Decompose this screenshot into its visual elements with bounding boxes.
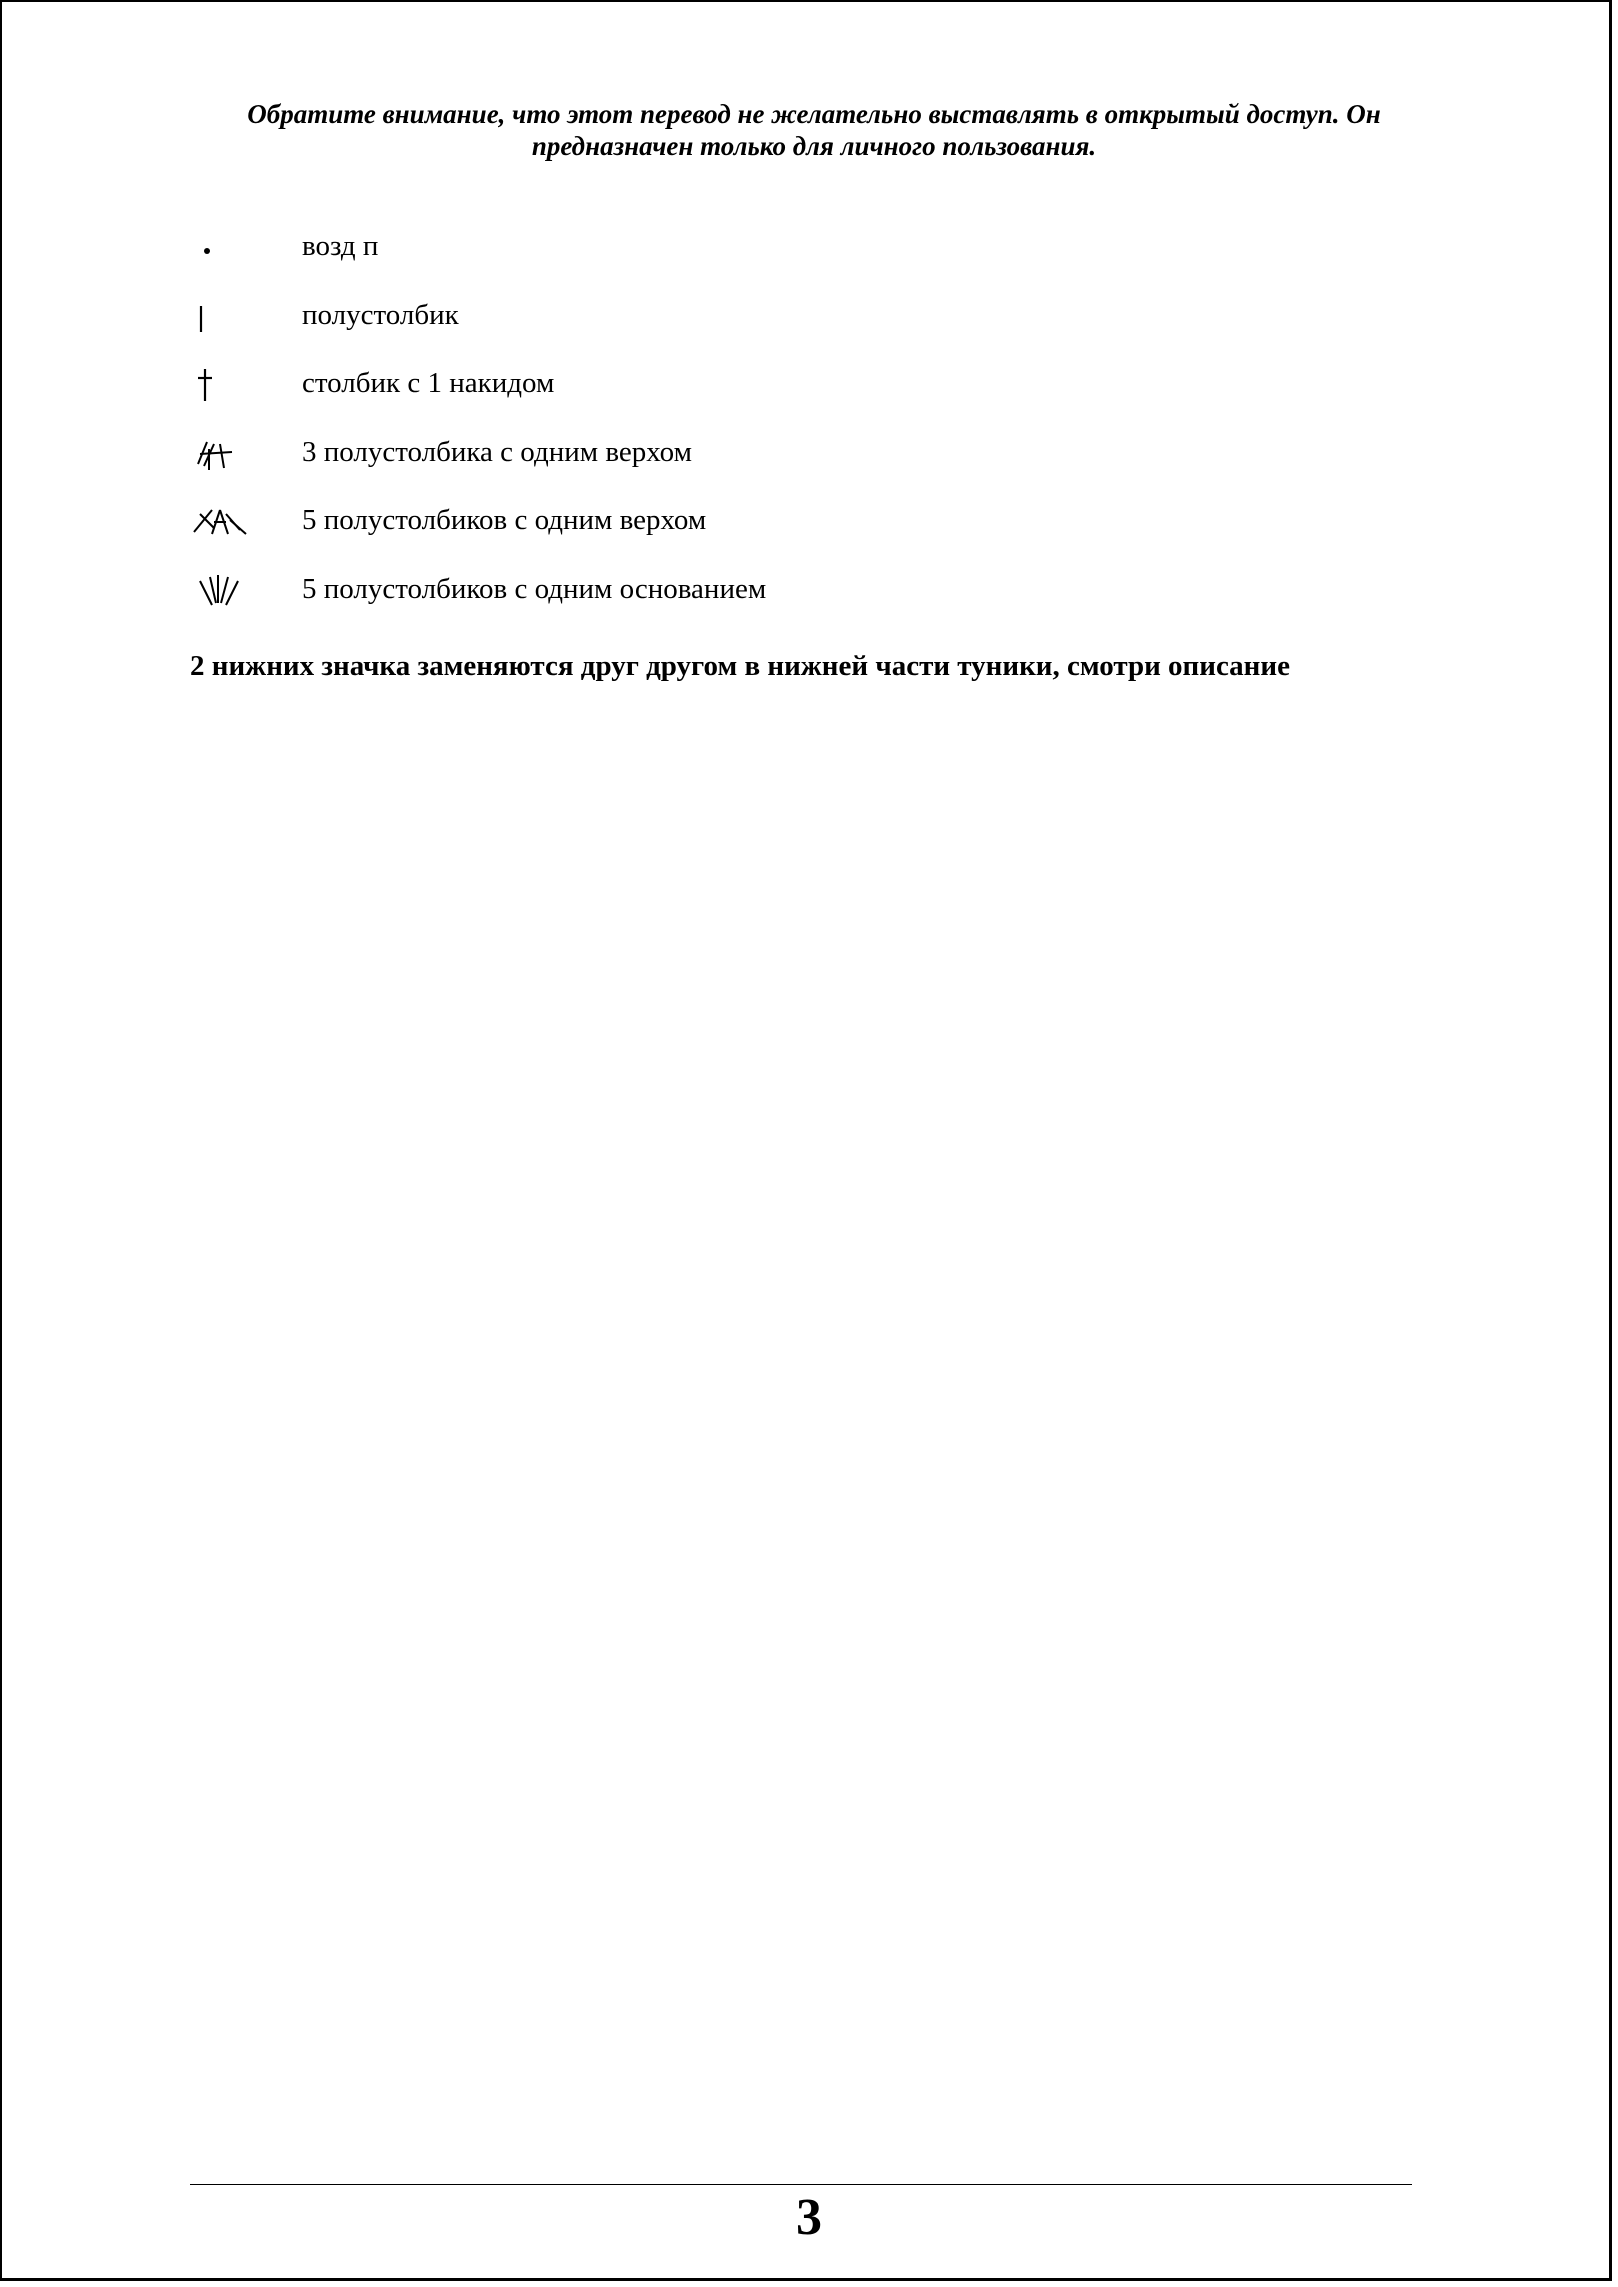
- legend-row-dc: [190, 359, 1390, 428]
- symbol-legend: [190, 222, 1390, 634]
- usage-notice-line-2: предназначен только для личного пользования.: [531, 131, 1097, 161]
- footer-rule: [190, 2184, 1412, 2185]
- five-hdc-cluster-icon: [190, 496, 260, 540]
- legend-label: 5 полустолбиков с одним верхом: [302, 504, 707, 537]
- legend-row-5hdc-shell: [190, 565, 1390, 634]
- legend-label: 5 полустолбиков с одним основанием: [302, 572, 767, 605]
- legend-row-3hdc-cluster: [190, 428, 1390, 497]
- legend-label: столбик с 1 накидом: [302, 367, 555, 400]
- usage-notice: [200, 98, 1428, 162]
- legend-label: возд п: [302, 230, 379, 262]
- half-double-crochet-bar-icon: [190, 291, 260, 335]
- double-crochet-cross-icon: [190, 359, 260, 403]
- legend-note: 2 нижних значка заменяются друг другом в нижней части туники, смотри описание: [190, 650, 1290, 682]
- chain-stitch-dot-icon: [190, 222, 260, 266]
- three-hdc-cluster-icon: [190, 428, 260, 472]
- legend-row-hdc: [190, 291, 1390, 360]
- legend-row-5hdc-cluster: [190, 496, 1390, 565]
- usage-notice-line-1: Обратите внимание, что этот перевод не желательно выставлять в открытый доступ. Он: [247, 99, 1381, 129]
- legend-row-chain: [190, 222, 1390, 291]
- legend-label: полустолбик: [302, 298, 459, 331]
- five-hdc-shell-icon: [190, 565, 260, 609]
- legend-label: 3 полустолбика с одним верхом: [302, 435, 692, 468]
- page-number: 3: [796, 2189, 822, 2246]
